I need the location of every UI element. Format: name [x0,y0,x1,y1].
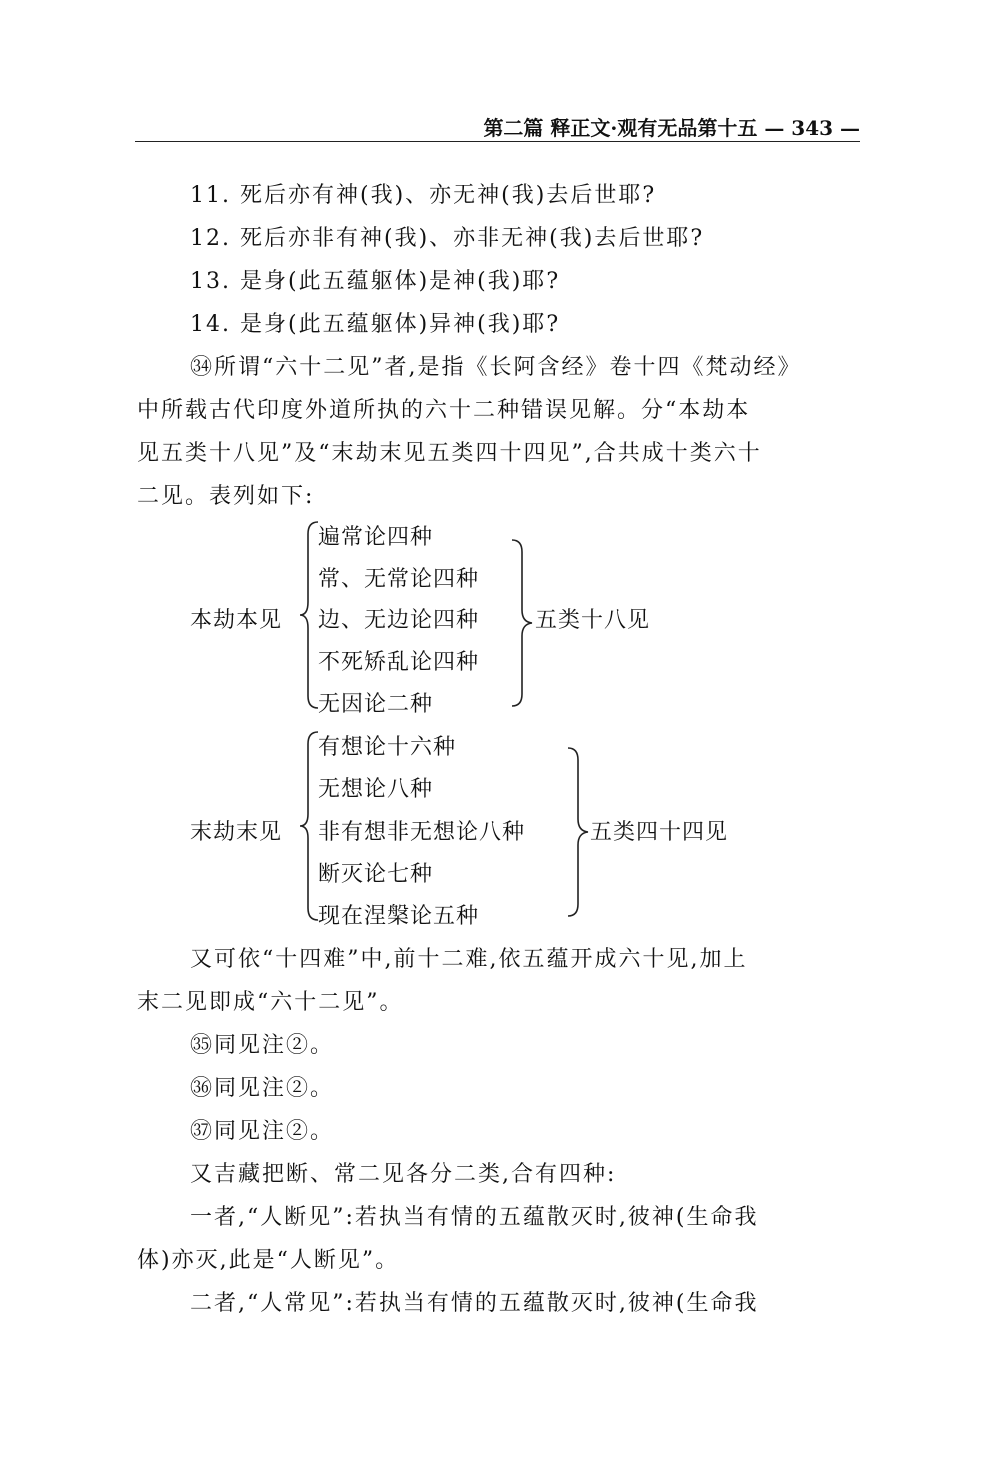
table2-item: 有想论十六种 [318,735,457,760]
table2-left-label: 末劫末见 [190,820,283,845]
text-line: 13. 是身(此五蕴躯体)是神(我)耶? [190,269,561,294]
table1-item: 常、无常论四种 [318,567,480,592]
table1-item: 无因论二种 [318,692,434,717]
text-line: 二者,“人常见”:若执当有情的五蕴散灭时,彼神(生命我 [190,1291,759,1316]
table1-item: 边、无边论四种 [318,608,480,633]
table2-item: 无想论八种 [318,777,434,802]
table2-item: 现在涅槃论五种 [318,904,480,929]
table1-left-label: 本劫本见 [190,608,283,633]
table1-item: 不死矫乱论四种 [318,650,480,675]
text-line: 体)亦灭,此是“人断见”。 [137,1248,400,1273]
text-line: 见五类十八见”及“末劫末见五类四十四见”,合共成十类六十 [137,441,762,466]
table2-item: 断灭论七种 [318,862,434,887]
table2-right-label: 五类四十四见 [590,820,729,845]
text-line: 12. 死后亦非有神(我)、亦非无神(我)去后世耶? [190,226,705,251]
table1-right-label: 五类十八见 [535,608,651,633]
text-line: 11. 死后亦有神(我)、亦无神(我)去后世耶? [190,183,657,208]
text-line: 末二见即成“六十二见”。 [137,990,404,1015]
footnote-36-line: ㊱同见注②。 [190,1076,335,1101]
footnote-34-line: ㉞所谓“六十二见”者,是指《长阿含经》卷十四《梵动经》 [190,355,802,380]
table1-right-brace [510,538,534,708]
header-rule [135,141,860,142]
text-line: 二见。表列如下: [137,484,315,509]
text-line: 中所载古代印度外道所执的六十二种错误见解。分“本劫本 [137,398,751,423]
table2-right-brace [566,746,590,918]
footnote-37-line: ㊲同见注②。 [190,1119,335,1144]
text-line: 又吉藏把断、常二见各分二类,合有四种: [190,1162,617,1187]
footnote-35-line: ㉟同见注②。 [190,1033,335,1058]
text-line: 一者,“人断见”:若执当有情的五蕴散灭时,彼神(生命我 [190,1205,759,1230]
table2-item: 非有想非无想论八种 [318,820,526,845]
text-line: 又可依“十四难”中,前十二难,依五蕴开成六十见,加上 [190,947,748,972]
running-header: 第二篇 释正文·观有无品第十五 — 343 — [483,116,860,140]
table1-item: 遍常论四种 [318,525,434,550]
text-line: 14. 是身(此五蕴躯体)异神(我)耶? [190,312,561,337]
